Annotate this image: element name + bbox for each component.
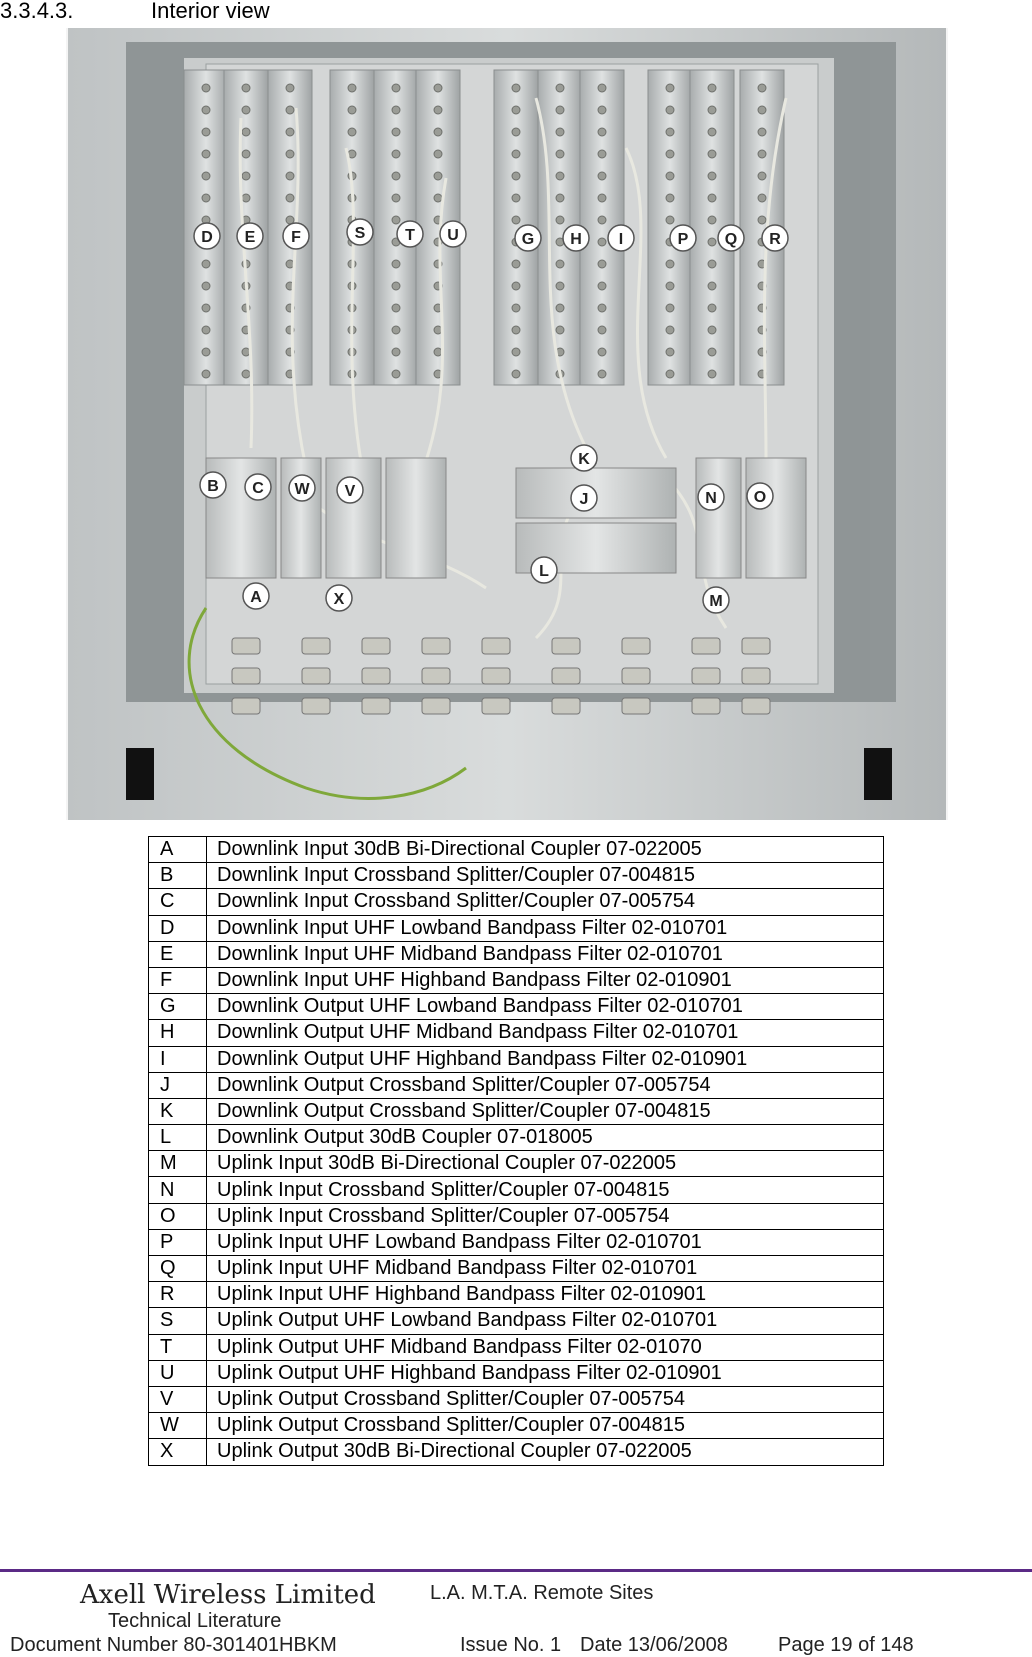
legend-row: [149, 863, 884, 889]
legend-row: [149, 967, 884, 993]
photo-callout-w: [289, 475, 315, 501]
legend-row: [149, 1203, 884, 1229]
svg-text:Q: Q: [724, 231, 738, 248]
component-legend-table: [148, 836, 884, 1466]
svg-text:G: G: [521, 231, 535, 248]
photo-callout-f: [283, 223, 309, 249]
photo-callout-v: [337, 477, 363, 503]
legend-row: [149, 1177, 884, 1203]
issue-number: Issue No. 1: [460, 1634, 562, 1656]
svg-text:J: J: [579, 491, 589, 508]
svg-text:N: N: [705, 490, 717, 507]
photo-callout-t: [397, 221, 423, 247]
legend-description: Uplink Input UHF Lowband Bandpass Filter 02-010701: [207, 1229, 884, 1255]
svg-text:P: P: [677, 231, 689, 248]
legend-key: S: [149, 1308, 207, 1334]
svg-text:F: F: [291, 229, 301, 246]
legend-key: M: [149, 1151, 207, 1177]
svg-text:A: A: [250, 589, 262, 606]
photo-callout-i: [608, 225, 634, 251]
legend-key: J: [149, 1072, 207, 1098]
legend-row: [149, 837, 884, 863]
photo-callout-r: [762, 225, 788, 251]
legend-description: Downlink Input Crossband Splitter/Coupler 07-004815: [207, 863, 884, 889]
legend-row: [149, 1151, 884, 1177]
legend-key: R: [149, 1282, 207, 1308]
legend-key: K: [149, 1098, 207, 1124]
legend-row: [149, 1072, 884, 1098]
svg-text:T: T: [405, 227, 415, 244]
legend-description: Uplink Output UHF Midband Bandpass Filter 02-01070: [207, 1334, 884, 1360]
legend-row: [149, 1020, 884, 1046]
svg-text:D: D: [201, 229, 213, 246]
legend-row: [149, 915, 884, 941]
svg-text:W: W: [294, 481, 310, 498]
legend-row: [149, 1360, 884, 1386]
legend-key: X: [149, 1439, 207, 1465]
legend-description: Uplink Input UHF Midband Bandpass Filter 02-010701: [207, 1256, 884, 1282]
legend-description: Downlink Input 30dB Bi-Directional Coupler 07-022005: [207, 837, 884, 863]
legend-description: Downlink Output Crossband Splitter/Coupler 07-004815: [207, 1098, 884, 1124]
photo-callout-d: [194, 223, 220, 249]
legend-key: L: [149, 1125, 207, 1151]
legend-description: Uplink Output UHF Highband Bandpass Filter 02-010901: [207, 1360, 884, 1386]
photo-callout-h: [563, 225, 589, 251]
department: Technical Literature: [108, 1610, 282, 1632]
svg-text:B: B: [207, 478, 219, 495]
photo-callout-u: [440, 221, 466, 247]
interior-photo: [66, 28, 948, 820]
legend-key: G: [149, 994, 207, 1020]
svg-text:H: H: [570, 231, 582, 248]
photo-callout-b: [200, 472, 226, 498]
legend-key: N: [149, 1177, 207, 1203]
svg-text:M: M: [709, 593, 723, 610]
legend-row: [149, 889, 884, 915]
photo-callout-s: [347, 219, 373, 245]
photo-callout-j: [571, 485, 597, 511]
photo-callout-k: [571, 445, 597, 471]
legend-key: I: [149, 1046, 207, 1072]
legend-key: H: [149, 1020, 207, 1046]
legend-description: Uplink Input Crossband Splitter/Coupler 07-004815: [207, 1177, 884, 1203]
legend-key: U: [149, 1360, 207, 1386]
page-number: Page 19 of 148: [778, 1634, 914, 1656]
svg-text:K: K: [578, 451, 590, 468]
legend-description: Downlink Output UHF Midband Bandpass Filter 02-010701: [207, 1020, 884, 1046]
legend-description: Downlink Input UHF Highband Bandpass Filter 02-010901: [207, 967, 884, 993]
legend-row: [149, 1308, 884, 1334]
legend-description: Downlink Output 30dB Coupler 07-018005: [207, 1125, 884, 1151]
legend-key: Q: [149, 1256, 207, 1282]
legend-description: Uplink Output UHF Lowband Bandpass Filter 02-010701: [207, 1308, 884, 1334]
svg-text:I: I: [618, 231, 624, 248]
legend-row: [149, 994, 884, 1020]
legend-description: Downlink Input UHF Lowband Bandpass Filter 02-010701: [207, 915, 884, 941]
legend-description: Uplink Input UHF Highband Bandpass Filter 02-010901: [207, 1282, 884, 1308]
photo-callout-m: [703, 587, 729, 613]
legend-key: V: [149, 1386, 207, 1412]
legend-key: E: [149, 941, 207, 967]
svg-text:C: C: [252, 480, 264, 497]
legend-key: B: [149, 863, 207, 889]
legend-row: [149, 1125, 884, 1151]
svg-text:R: R: [769, 231, 781, 248]
legend-description: Uplink Output 30dB Bi-Directional Coupler 07-022005: [207, 1439, 884, 1465]
svg-text:V: V: [344, 483, 356, 500]
svg-text:L: L: [539, 563, 549, 580]
legend-row: [149, 1413, 884, 1439]
legend-description: Uplink Output Crossband Splitter/Coupler 07-004815: [207, 1413, 884, 1439]
legend-row: [149, 941, 884, 967]
legend-description: Uplink Output Crossband Splitter/Coupler 07-005754: [207, 1386, 884, 1412]
photo-callout-l: [531, 557, 557, 583]
legend-row: [149, 1046, 884, 1072]
document-number: Document Number 80-301401HBKM: [10, 1634, 337, 1656]
photo-callout-n: [698, 484, 724, 510]
svg-text:S: S: [354, 225, 366, 242]
issue-date: Date 13/06/2008: [580, 1634, 728, 1656]
photo-callout-p: [670, 225, 696, 251]
legend-key: A: [149, 837, 207, 863]
svg-text:U: U: [447, 227, 459, 244]
photo-callout-e: [237, 223, 263, 249]
legend-key: O: [149, 1203, 207, 1229]
page-footer: [0, 1572, 1032, 1657]
photo-callout-x: [326, 585, 352, 611]
svg-text:O: O: [753, 489, 767, 506]
legend-key: T: [149, 1334, 207, 1360]
section-number: 3.3.4.3.: [0, 0, 74, 23]
legend-description: Downlink Output Crossband Splitter/Coupler 07-005754: [207, 1072, 884, 1098]
legend-row: [149, 1098, 884, 1124]
legend-description: Downlink Input UHF Midband Bandpass Filter 02-010701: [207, 941, 884, 967]
legend-row: [149, 1386, 884, 1412]
legend-description: Downlink Input Crossband Splitter/Coupler 07-005754: [207, 889, 884, 915]
photo-callout-q: [718, 225, 744, 251]
legend-key: F: [149, 967, 207, 993]
legend-row: [149, 1256, 884, 1282]
interior-photo-drawing: [66, 28, 948, 820]
section-title: Interior view: [151, 0, 270, 23]
svg-text:E: E: [244, 229, 256, 246]
legend-description: Downlink Output UHF Highband Bandpass Filter 02-010901: [207, 1046, 884, 1072]
legend-description: Downlink Output UHF Lowband Bandpass Filter 02-010701: [207, 994, 884, 1020]
legend-key: C: [149, 889, 207, 915]
photo-callout-c: [245, 474, 271, 500]
company-name: Axell Wireless Limited: [80, 1580, 376, 1610]
legend-row: [149, 1334, 884, 1360]
legend-row: [149, 1439, 884, 1465]
photo-callout-a: [243, 583, 269, 609]
svg-text:X: X: [333, 591, 345, 608]
photo-callout-o: [747, 483, 773, 509]
legend-description: Uplink Input Crossband Splitter/Coupler 07-005754: [207, 1203, 884, 1229]
site-name: L.A. M.T.A. Remote Sites: [430, 1582, 654, 1604]
legend-key: P: [149, 1229, 207, 1255]
legend-key: D: [149, 915, 207, 941]
legend-row: [149, 1229, 884, 1255]
legend-row: [149, 1282, 884, 1308]
legend-description: Uplink Input 30dB Bi-Directional Coupler 07-022005: [207, 1151, 884, 1177]
legend-key: W: [149, 1413, 207, 1439]
photo-callout-g: [515, 225, 541, 251]
